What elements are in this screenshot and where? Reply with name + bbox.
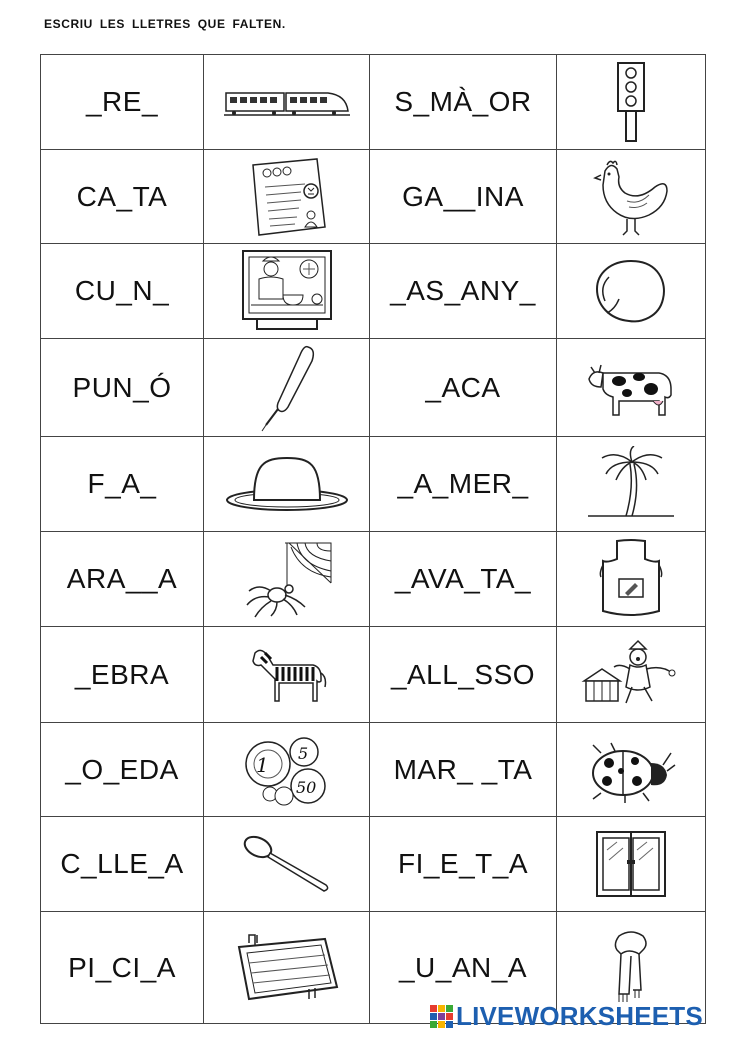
hen-icon [557,150,706,244]
word-cell[interactable]: MAR_ _TA [370,723,557,817]
word-cell[interactable]: C_LLE_A [41,817,204,912]
logo-grid-icon [430,1005,453,1028]
chestnut-icon [557,244,706,339]
word-cell[interactable]: _O_EDA [41,723,204,817]
coin-label: 50 [295,777,316,797]
window-icon [557,817,706,912]
word-cell[interactable]: _ALL_SSO [370,627,557,723]
word-cell[interactable]: CA_TA [41,150,204,244]
logo-square [438,1005,445,1012]
palm-tree-icon [557,437,706,532]
word-cell[interactable]: F_A_ [41,437,204,532]
worksheet-row [41,150,706,244]
worksheet-row [41,817,706,912]
worksheet-row [41,244,706,339]
word-cell[interactable]: FI_E_T_A [370,817,557,912]
spoon-icon [204,817,370,912]
worksheet-row [41,723,706,817]
word-cell[interactable]: S_MÀ_OR [370,55,557,150]
letter-icon [204,150,370,244]
spider-icon [204,532,370,627]
word-cell[interactable]: PI_CI_A [41,912,204,1024]
word-cell[interactable]: _AVA_TA_ [370,532,557,627]
worksheet-table [40,54,706,1024]
worksheet-row [41,55,706,150]
logo-square [438,1021,445,1028]
word-cell[interactable]: ARA__A [41,532,204,627]
coins-icon [204,723,370,817]
kitchen-icon [204,244,370,339]
worksheet-row [41,339,706,437]
apron-icon [557,532,706,627]
coin-label: 5 [297,743,308,763]
awl-icon [204,339,370,437]
word-cell[interactable]: GA__INA [370,150,557,244]
ladybug-icon [557,723,706,817]
worksheet-row [41,532,706,627]
logo-square [446,1021,453,1028]
word-cell[interactable]: PUN_Ó [41,339,204,437]
worksheet-row [41,437,706,532]
instruction-text: ESCRIU LES LLETRES QUE FALTEN. [44,17,286,31]
pool-icon [204,912,370,1024]
word-cell[interactable]: _ACA [370,339,557,437]
worksheet-row [41,627,706,723]
cow-icon [557,339,706,437]
logo-square [430,1013,437,1020]
flan-icon [204,437,370,532]
logo-square [430,1005,437,1012]
word-cell[interactable]: CU_N_ [41,244,204,339]
logo-square [438,1013,445,1020]
word-cell[interactable]: _AS_ANY_ [370,244,557,339]
logo-square [446,1013,453,1020]
logo-square [430,1021,437,1028]
word-cell[interactable]: _RE_ [41,55,204,150]
word-cell[interactable]: _EBRA [41,627,204,723]
brand-name: LIVEWORKSHEETS [456,1000,703,1031]
coin-label: 1 [255,752,269,777]
word-cell[interactable]: _A_MER_ [370,437,557,532]
word-cell[interactable]: _U_AN_A [370,912,557,1024]
zebra-icon [204,627,370,723]
liveworksheets-logo [430,1000,703,1032]
traffic-light-icon [557,55,706,150]
logo-square [446,1005,453,1012]
clown-icon [557,627,706,723]
train-icon [204,55,370,150]
